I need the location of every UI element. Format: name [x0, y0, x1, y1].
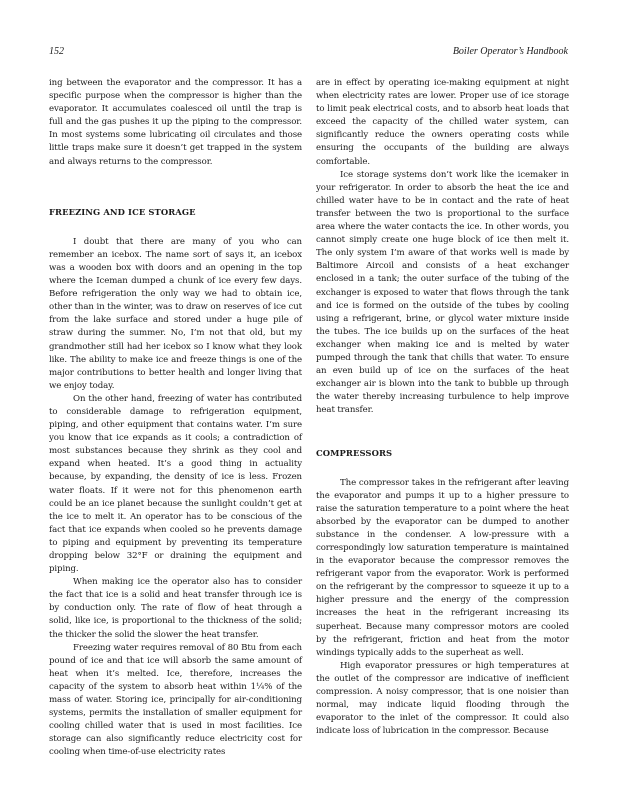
section-heading-compressors: COMPRESSORS [316, 448, 393, 459]
paragraph: Ice storage systems don’t work like the icemaker in your refrigerator. In order to absorb the heat the ice and chilled water have to be in contact and the rate of heat transfer between the two is proportional to the surface area where the water contacts the ice. In other words, you cannot simply create one huge block of ice then melt it. The only system I’m aware of that works well is made by Baltimore Aircoil and consists of a heat exchanger enclosed in a tank; the outer surface of the tubing of the exchanger is exposed to water that flows through the tank and ice is formed on the outside of the tubes by cooling using a refrigerant, brine, or glycol water mixture inside the tubes. The ice builds up on the surfaces of the heat exchanger when making ice and is melted by water pumped through the tank that chills that water. To ensure an even build up of ice on the surfaces of the heat exchanger air is blown into the tank to bubble up through the water thereby increasing turbulence to help improve heat transfer. [316, 169, 569, 416]
paragraph: On the other hand, freezing of water has contributed to considerable damage to refrigeration equipment, piping, and other equipment that contains water. I’m sure you know that ice expands as it cools; a contradiction of most substances because they shrink as they cool and expand when heated. It’s a good thing in actuality because, by expanding, the density of ice is less. Frozen water floats. If it were not for this phenomenon earth could be an ice planet because the sunlight couldn’t get at the ice to melt it. An operator has to be conscious of the fact that ice expands when cooled so he prevents damage to piping and equipment by preventing its temperature dropping below 32°F or draining the equipment and piping. [49, 393, 302, 575]
paragraph-continued: ing between the evaporator and the compressor. It has a specific purpose when the compressor is higher than the evaporator. It accumulates coalesced oil until the trap is full and the gas pushes it up the piping to the compressor. In most systems some lubricating oil circulates and those little traps make sure it doesn’t get trapped in the system and always returns to the compressor. [49, 78, 302, 167]
running-header [49, 46, 568, 60]
left-column [49, 77, 302, 760]
running-title: Boiler Operator’s Handbook [452, 46, 568, 57]
paragraph: Freezing water requires removal of 80 Btu from each pound of ice and that ice will absorb the same amount of heat when it’s melted. Ice, therefore, increases the capacity of the system to absorb heat within 1¼% of the mass of water. Storing ice, principally for air-conditioning systems, permits the installation of smaller equipment for cooling chilled water that is used in most facilities. Ice storage can also significantly reduce electricity cost for cooling when time-of-use electricity rates [49, 642, 302, 758]
section-heading-freezing: FREEZING AND ICE STORAGE [49, 206, 196, 217]
right-column [316, 77, 569, 738]
paragraph-continued: are in effect by operating ice-making equipment at night when electricity rates are lower. Proper use of ice storage to limit peak electrical costs, and to absorb heat loads that exceed the capacity of the chilled water system, can significantly reduce the owners operating costs while ensuring the occupants of the building are always comfortable. [316, 78, 569, 167]
page-number: 152 [49, 46, 64, 57]
paragraph: When making ice the operator also has to consider the fact that ice is a solid and heat transfer through ice is by conduction only. The rate of flow of heat through a solid, like ice, is proportional to the thickness of the solid; the thicker the solid the slower the heat transfer. [49, 577, 302, 640]
paragraph: I doubt that there are many of you who can remember an icebox. The name sort of says it, an icebox was a wooden box with doors and an opening in the top where the Iceman dumped a chunk of ice every few days. Before refrigeration the only way we had to obtain ice, other than in the winter, was to draw on reserves of ice cut from the lake surface and stored under a huge pile of straw during the summer. No, I’m not that old, but my grandmother still had her icebox so I know what they look like. The ability to make ice and freeze things is one of the major contributions to better health and longer living that we enjoy today. [49, 236, 302, 391]
paragraph: The compressor takes in the refrigerant after leaving the evaporator and pumps it up to a higher pressure to raise the saturation temperature to a point where the heat absorbed by the evaporator can be dumped to another substance in the condenser. A low-pressure with a correspondingly low saturation temperature is maintained in the evaporator because the compressor removes the refrigerant vapor from the evaporator. Work is performed on the refrigerant by the compressor to squeeze it up to a higher pressure and the energy of the compression increases the heat in the refrigerant increasing its superheat. Because many compressor motors are cooled by the refrigerant, friction and heat from the motor windings typically adds to the superheat as well. [316, 477, 569, 658]
paragraph: High evaporator pressures or high temperatures at the outlet of the compressor are indicative of inefficient compression. A noisy compressor, that is one noisier than normal, may indicate liquid flooding through the evaporator to the inlet of the compressor. It could also indicate loss of lubrication in the compressor. Because [316, 660, 569, 737]
